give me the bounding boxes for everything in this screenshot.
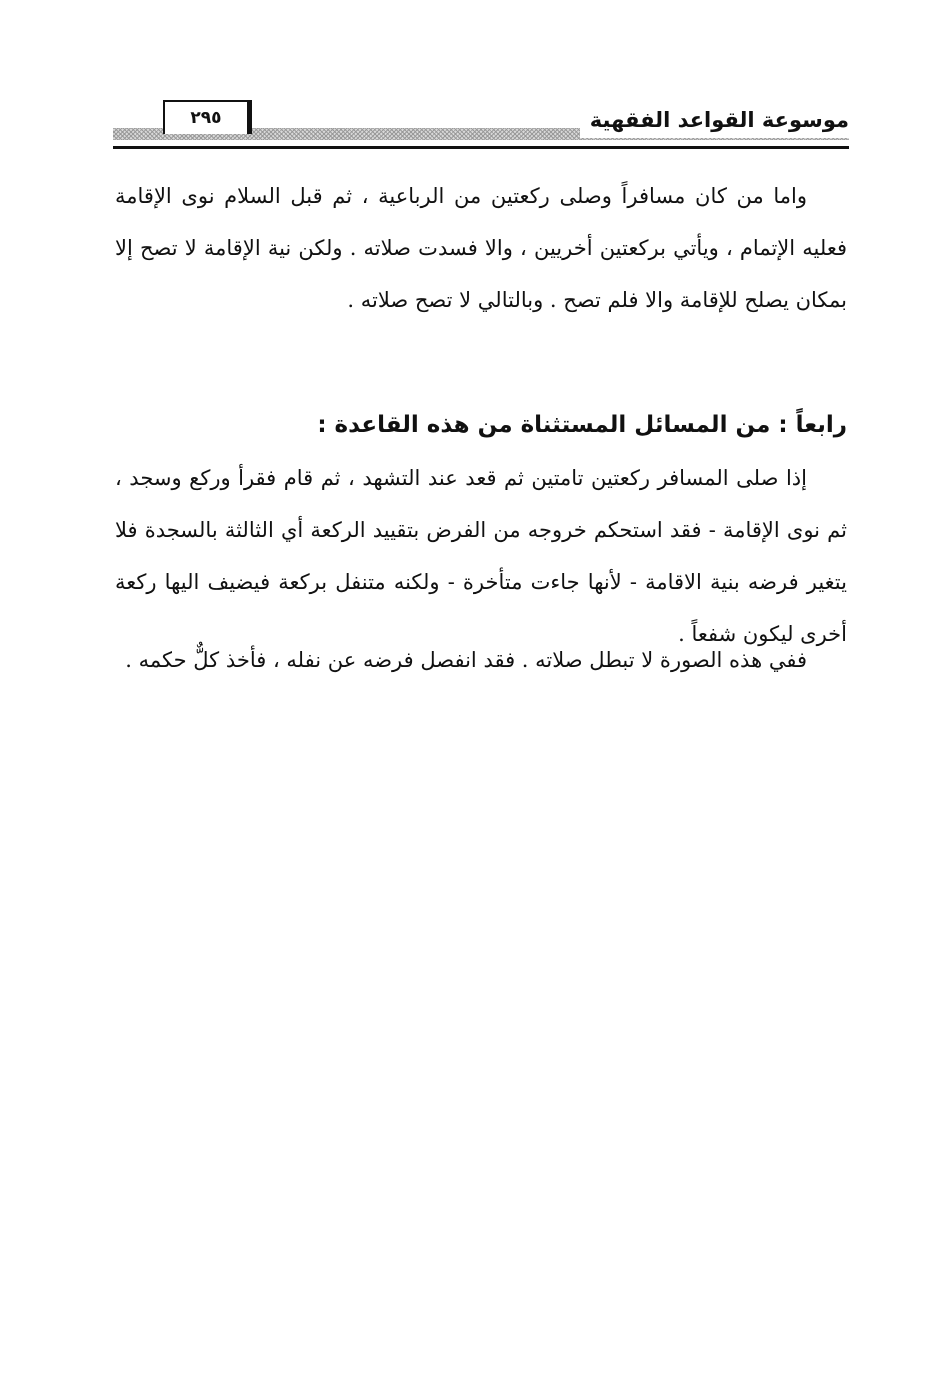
paragraph-3 <box>115 634 847 686</box>
header-rule <box>113 146 849 149</box>
paragraph-1 <box>115 170 847 326</box>
paragraph-2-text: إذا صلى المسافر ركعتين تامتين ثم قعد عند التشهد ، ثم قام فقرأ وركع وسجد ، ثم نوى الإقامة - فقد استحكم خروجه من الفرض بتقييد الركعة أي الثالثة بالسجدة فلا يتغير فرضه بنية الاقامة - لأنها جاءت متأخرة - ولكنه متنفل بركعة فيضيف اليها ركعة أخرى ليكون شفعاً . <box>115 466 847 646</box>
running-header <box>113 100 849 156</box>
paragraph-3-text: ففي هذه الصورة لا تبطل صلاته . فقد انفصل فرضه عن نفله ، فأخذ كلٌّ حكمه . <box>125 648 807 672</box>
paragraph-2 <box>115 452 847 660</box>
book-title: موسوعة القواعد الفقهية <box>580 102 849 138</box>
page-number: ٢٩٥ <box>163 100 252 134</box>
paragraph-1-text: واما من كان مسافراً وصلى ركعتين من الرباعية ، ثم قبل السلام نوى الإقامة فعليه الإتمام ، ويأتي بركعتين أخريين ، والا فسدت صلاته . ولكن نية الإقامة لا تصح إلا بمكان يصلح للإقامة والا فلم تصح . وبالتالي لا تصح صلاته . <box>115 184 847 312</box>
section-heading: رابعاً : من المسائل المستثناة من هذه القاعدة : <box>317 412 847 438</box>
